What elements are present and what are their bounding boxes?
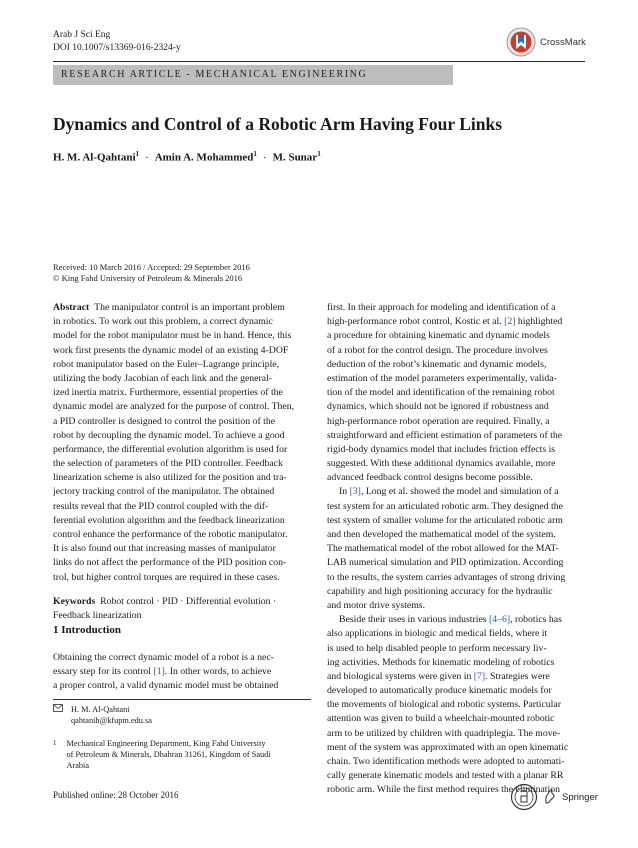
body-line: capability and high positioning accuracy for the hydraulic <box>327 585 553 597</box>
abstract-line: trol, but higher control torques are required in these cases. <box>53 571 280 583</box>
body-line: and motor drive systems. <box>327 599 426 611</box>
author-affiliation: 1 <box>135 150 140 158</box>
body-line: and biological systems were given in [7]. Strategies were <box>327 670 550 682</box>
citation-link[interactable]: [2] <box>504 316 516 328</box>
journal-name: Arab J Sci Eng <box>53 30 111 40</box>
intro-line: a proper control, a valid dynamic model must be obtained <box>53 680 279 692</box>
abstract-line: It is also found out that increasing masses of manipulator <box>53 543 276 555</box>
body-line: In [3], Long et al. showed the model and simulation of a <box>339 486 559 498</box>
abstract-line: model for the robot manipulator must be in hand. Hence, this <box>53 330 292 342</box>
body-line: test system for an articulated robotic arm. They designed the <box>327 500 563 512</box>
crossmark-icon <box>506 27 536 57</box>
body-line: the movements of biological and robotic systems. Particular <box>327 699 561 711</box>
envelope-icon <box>53 704 63 715</box>
affiliation-line: of Petroleum & Minerals, Dhahran 31261, Kingdom of Saudi <box>66 750 271 759</box>
affiliation-note <box>53 738 271 771</box>
citation-link[interactable]: [7] <box>473 670 486 682</box>
author-affiliation: 1 <box>317 150 321 158</box>
affiliation-line: Mechanical Engineering Department, King Fahd University <box>66 739 266 748</box>
crossmark-label: CrossMark <box>540 36 586 48</box>
affiliation-line: Arabia <box>66 761 90 770</box>
abstract-line: utilizing the body Jacobian of each link and the general- <box>53 372 273 384</box>
body-line: The mathematical model of the robot allowed for the MAT- <box>327 543 559 555</box>
abstract-line: the selection of parameters of the PID controller. Feedback <box>53 458 283 470</box>
body-line: also applications in biologic and medical fields, where it <box>327 628 548 640</box>
body-line: Beside their uses in various industries [4–6], robotics has <box>339 614 562 626</box>
body-line: attention was given to build a wheelchair-mounted robotic <box>327 713 555 725</box>
intro-line: Obtaining the correct dynamic model of a robot is a nec- <box>53 652 274 663</box>
abstract-line: robot manipulator based on the Euler–Lagrange principle, <box>53 358 280 370</box>
abstract-line: performance, the differential evolution algorithm is used for <box>53 443 288 455</box>
body-line: estimation of the model parameters experimentally, valida- <box>327 372 557 384</box>
open-access-icon <box>510 783 538 811</box>
body-line: LAB numerical simulation and PID optimization. According <box>327 557 564 569</box>
body-line: tion of the model and identification of the remaining robot <box>327 387 555 399</box>
abstract-line: jectory tracking control of the manipulator. The obtained <box>53 486 275 498</box>
received-dates: Received: 10 March 2016 / Accepted: 29 September 2016 <box>53 262 250 272</box>
springer-wordmark: Springer <box>562 791 598 803</box>
abstract-line: ized inertia matrix. Furthermore, essential properties of the <box>53 387 283 399</box>
body-line: first. In their approach for modeling and identification of a <box>327 302 556 313</box>
author-name[interactable]: Amin A. Mohammed <box>154 151 254 164</box>
body-line: high-performance robot operation are required. Finally, a <box>327 415 550 427</box>
body-line: arm to be utilized by children with quadriplegia. The move- <box>327 727 561 739</box>
footnote-rule <box>53 699 311 700</box>
published-date: Published online: 28 October 2016 <box>53 790 179 800</box>
body-line: a procedure for obtaining kinematic and dynamic models <box>327 330 550 342</box>
abstract-line: control enhance the performance of the robotic manipulator. <box>53 529 288 540</box>
body-line: to the results, the system carries advantages of strong driving <box>327 571 566 583</box>
abstract-line: ferential evolution algorithm and the feedback linearization <box>53 514 285 526</box>
corresponding-author-name: H. M. Al-Qahtani <box>71 705 130 714</box>
body-line: cally generate kinematic models and tested with a planar RR <box>327 770 564 782</box>
affiliation-number: 1 <box>53 740 57 747</box>
body-line: suggested. With these additional dynamics available, more <box>327 458 556 470</box>
body-line: chain. Two identification methods were adopted to automati- <box>327 756 565 767</box>
body-line: rigid-body dynamics model that includes friction effects is <box>327 443 556 455</box>
crossmark-badge[interactable] <box>506 27 586 57</box>
abstract <box>53 301 311 623</box>
body-line: high-performance robot control, Kostic et al. [2] highlighted <box>327 316 563 328</box>
section-heading: 1 Introduction <box>53 624 121 636</box>
springer-logo <box>510 783 598 811</box>
author-name[interactable]: M. Sunar <box>272 151 318 164</box>
body-line: ing activities. Methods for kinematic modeling of robotics <box>327 656 555 668</box>
abstract-line: links do not affect the performance of the PID position con- <box>53 557 287 569</box>
body-line: dynamics, which should not be ignored if robustness and <box>327 401 549 413</box>
citation-link[interactable]: [1] <box>153 666 165 678</box>
author-email[interactable]: qahtanih@kfupm.edu.sa <box>71 716 152 725</box>
body-line: ment of the system was approximated with an open kinematic <box>327 741 569 753</box>
keywords-heading: Keywords <box>53 595 96 607</box>
paper-title: Dynamics and Control of a Robotic Arm Having Four Links <box>53 114 503 134</box>
abstract-line: work first presents the dynamic model of an existing 4-DOF <box>53 344 289 356</box>
abstract-line: dynamic model are analyzed for the purpose of control. Then, <box>53 401 295 413</box>
article-type-banner: RESEARCH ARTICLE - MECHANICAL ENGINEERING <box>53 65 453 85</box>
abstract-line: robot by decoupling the dynamic model. To achieve a good <box>53 429 285 441</box>
body-line: straightforward and efficient estimation of parameters of the <box>327 429 563 441</box>
header-rule <box>53 61 585 62</box>
author-affiliation: 1 <box>253 150 257 158</box>
body-line: deduction of the robot’s kinematic and dynamic models, <box>327 358 547 370</box>
body-line: test system of smaller volume for the articulated robotic arm <box>327 514 563 526</box>
copyright-notice: © King Fahd University of Petroleum & Minerals 2016 <box>53 273 243 283</box>
keywords-line: Feedback linearization <box>53 609 142 621</box>
body-line: developed to automatically produce kinematic models for <box>327 685 552 697</box>
citation-link[interactable]: [3] <box>349 486 361 498</box>
journal-info <box>53 29 181 55</box>
intro-text <box>53 651 311 694</box>
body-line: robotic arm. While the first method requires the elimination <box>327 784 560 796</box>
corresponding-author <box>53 704 152 726</box>
body-line: advanced feedback control designs become possible. <box>327 472 533 484</box>
springer-horse-icon <box>544 789 556 805</box>
journal-doi[interactable]: DOI 10.1007/s13369-016-2324-y <box>53 43 181 53</box>
keywords-line: Keywords Robot control · PID · Differential evolution · <box>53 595 277 607</box>
abstract-line: linearization scheme is also utilized for the position and tra- <box>53 472 287 484</box>
abstract-line: in robotics. To work out this problem, a correct dynamic <box>53 316 273 328</box>
article-history <box>53 262 250 284</box>
abstract-line: Abstract The manipulator control is an important problem <box>53 302 285 313</box>
intro-line: essary step for its control [1]. In other words, to achieve <box>53 666 272 678</box>
abstract-line: a PID controller is designed to control the position of the <box>53 415 276 427</box>
citation-link[interactable]: [4–6] <box>489 614 511 626</box>
body-line: of a robot for the control design. The procedure involves <box>327 344 548 356</box>
body-line: is used to help disabled people to perform necessary liv- <box>327 642 547 654</box>
body-column-right <box>327 301 585 798</box>
abstract-line: results reveal that the PID control coupled with the dif- <box>53 500 269 512</box>
author-list: H. M. Al-Qahtani$^1$ · Amin A. Mohammed$^1$ · M. Sunar$^1$ <box>53 150 321 164</box>
abstract-heading: Abstract <box>53 302 90 313</box>
body-line: and then developed the mathematical model of the system. <box>327 529 556 540</box>
author-name[interactable]: H. M. Al-Qahtani <box>53 151 136 164</box>
